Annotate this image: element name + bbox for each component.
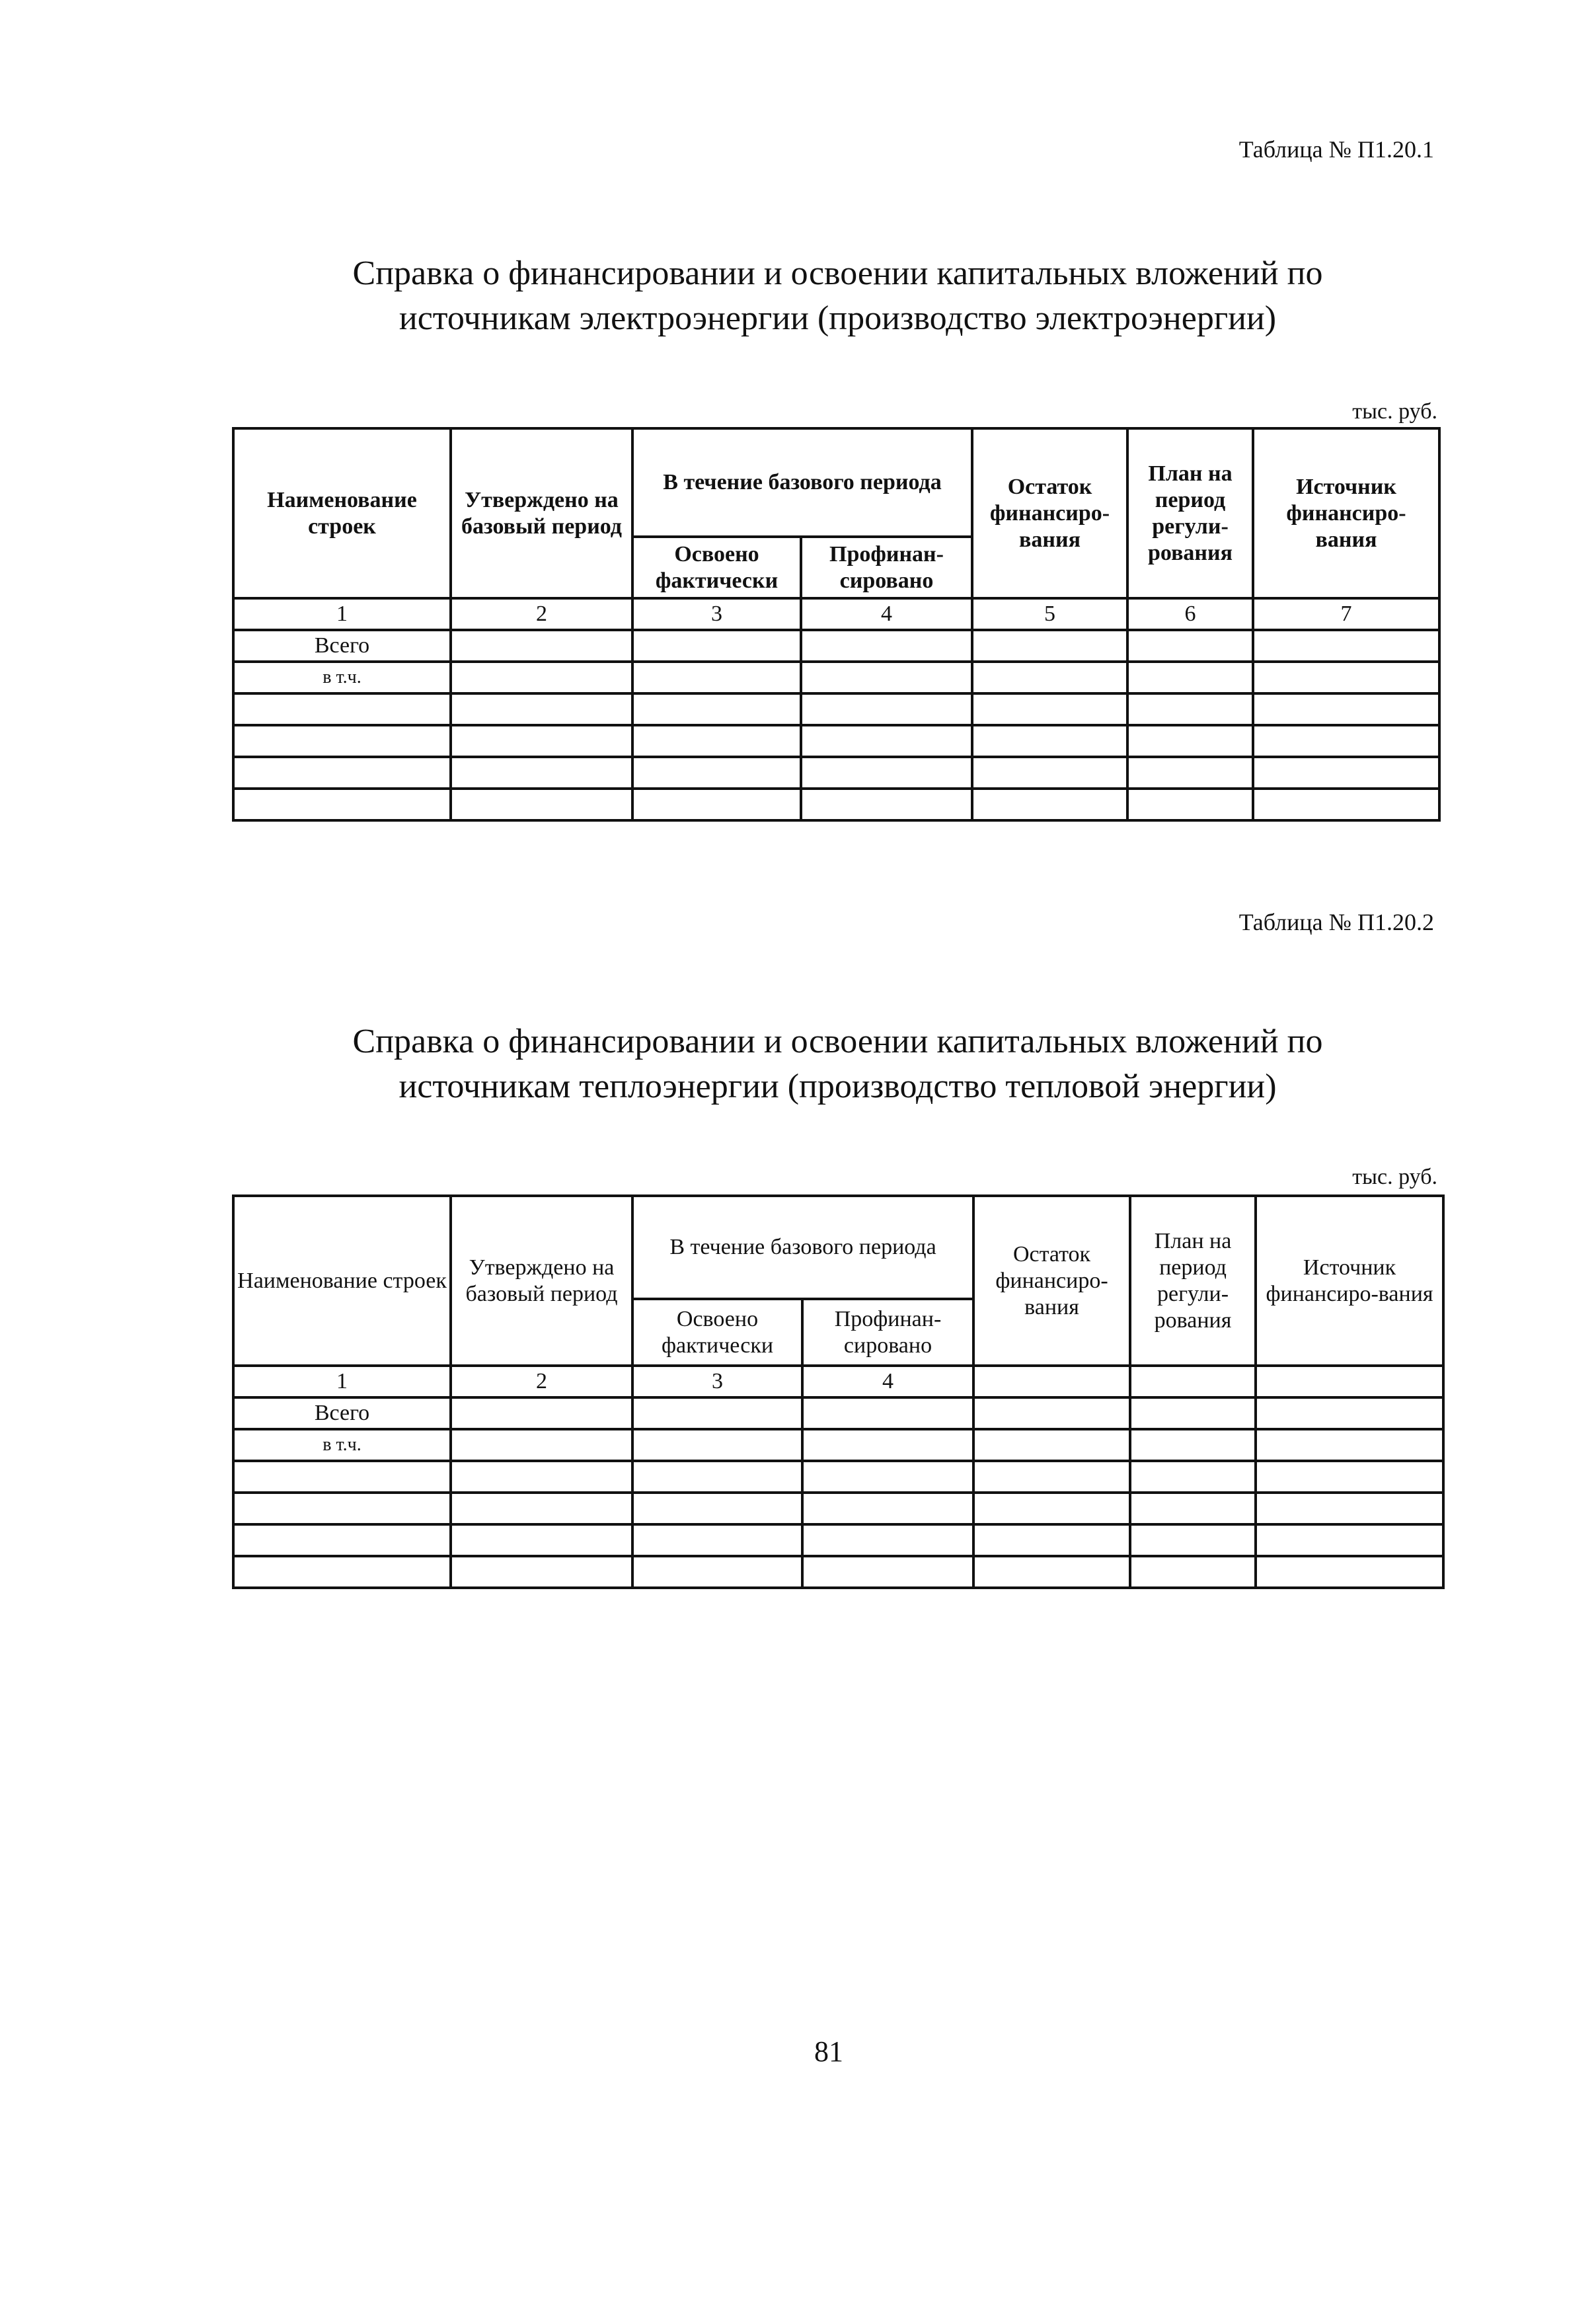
table-cell — [451, 1556, 632, 1588]
row-name-cell — [233, 1556, 451, 1588]
table-cell — [972, 789, 1127, 820]
table-cell — [973, 1429, 1130, 1461]
row-name-cell — [233, 757, 451, 789]
table-cell — [1253, 725, 1439, 757]
row-name-cell — [233, 693, 451, 725]
table-row — [233, 725, 1439, 757]
table-cell — [802, 1397, 973, 1429]
table-row — [233, 662, 1439, 693]
row-name-cell — [233, 1461, 451, 1493]
column-number — [1130, 1366, 1256, 1397]
table-2-title-line1: Справка о финансировании и освоении капитальных вложений по — [352, 1023, 1323, 1060]
table-cell — [972, 630, 1127, 662]
column-number — [973, 1366, 1130, 1397]
table-cell — [1127, 662, 1253, 693]
header-name: Наименование строек — [233, 428, 451, 598]
table-1 — [232, 427, 1441, 822]
table-cell — [1130, 1556, 1256, 1588]
table-cell — [972, 693, 1127, 725]
table-cell — [973, 1556, 1130, 1588]
table-1-title-line2: источникам электроэнергии (производство электроэнергии) — [399, 299, 1277, 337]
row-name-cell: в т.ч. — [233, 662, 451, 693]
table-cell — [802, 1493, 973, 1524]
table-cell — [973, 1524, 1130, 1556]
table-cell — [972, 757, 1127, 789]
table-row — [233, 757, 1439, 789]
table-cell — [632, 757, 801, 789]
table-cell — [1256, 1493, 1443, 1524]
table-cell — [1130, 1524, 1256, 1556]
table-cell — [451, 757, 632, 789]
table-cell — [1130, 1493, 1256, 1524]
table-cell — [972, 662, 1127, 693]
table-cell — [801, 693, 972, 725]
table-cell — [632, 1397, 802, 1429]
column-number: 4 — [802, 1366, 973, 1397]
table-row — [233, 1461, 1443, 1493]
table-cell — [1256, 1556, 1443, 1588]
header-remainder: Остаток финансиро-вания — [973, 1196, 1130, 1366]
table-cell — [1130, 1429, 1256, 1461]
table-cell — [1127, 630, 1253, 662]
row-name-cell — [233, 789, 451, 820]
table-cell — [1256, 1461, 1443, 1493]
table-cell — [451, 789, 632, 820]
table-2-label: Таблица № П1.20.2 — [1238, 909, 1434, 935]
table-cell — [801, 662, 972, 693]
table-cell — [632, 1524, 802, 1556]
table-cell — [1127, 693, 1253, 725]
column-number-row — [233, 598, 1439, 630]
table-cell — [632, 725, 801, 757]
table-cell — [451, 1461, 632, 1493]
table-row — [233, 1556, 1443, 1588]
table-cell — [451, 693, 632, 725]
table-cell — [451, 1524, 632, 1556]
header-source: Источник финансиро-вания — [1256, 1196, 1443, 1366]
table-cell — [451, 1397, 632, 1429]
table-2 — [232, 1194, 1445, 1589]
table-cell — [632, 1493, 802, 1524]
table-cell — [802, 1524, 973, 1556]
table-row — [233, 1493, 1443, 1524]
table-cell — [801, 630, 972, 662]
table-cell — [1253, 630, 1439, 662]
table-1-title-line1: Справка о финансировании и освоении капитальных вложений по — [352, 254, 1323, 292]
table-cell — [632, 630, 801, 662]
header-financed: Профинан-сировано — [802, 1299, 973, 1366]
row-name-cell — [233, 725, 451, 757]
table-cell — [451, 725, 632, 757]
header-approved: Утверждено на базовый период — [451, 1196, 632, 1366]
column-number: 3 — [632, 598, 801, 630]
table-1-unit: тыс. руб. — [1352, 399, 1437, 424]
table-cell — [451, 1429, 632, 1461]
header-mastered: Освоено фактически — [632, 537, 801, 598]
table-cell — [1127, 757, 1253, 789]
header-source: Источник финансиро-вания — [1253, 428, 1439, 598]
table-cell — [451, 630, 632, 662]
table-cell — [1256, 1524, 1443, 1556]
header-mastered: Освоено фактически — [632, 1299, 802, 1366]
header-during: В течение базового периода — [632, 1196, 973, 1299]
row-name-cell: Всего — [233, 630, 451, 662]
column-number-row — [233, 1366, 1443, 1397]
table-row — [233, 630, 1439, 662]
table-cell — [632, 1429, 802, 1461]
table-cell — [802, 1461, 973, 1493]
column-number: 7 — [1253, 598, 1439, 630]
row-name-cell: Всего — [233, 1397, 451, 1429]
table-cell — [1253, 789, 1439, 820]
table-cell — [632, 789, 801, 820]
table-2-title-line2: источникам теплоэнергии (производство тепловой энергии) — [399, 1068, 1277, 1105]
table-cell — [801, 789, 972, 820]
header-remainder: Остаток финансиро-вания — [972, 428, 1127, 598]
table-1-label: Таблица № П1.20.1 — [1238, 136, 1434, 163]
table-cell — [632, 1556, 802, 1588]
table-row — [233, 1397, 1443, 1429]
table-cell — [802, 1429, 973, 1461]
table-cell — [1253, 662, 1439, 693]
table-row — [233, 789, 1439, 820]
table-row — [233, 693, 1439, 725]
table-cell — [973, 1397, 1130, 1429]
table-row — [233, 1524, 1443, 1556]
header-plan: План на период регули-рования — [1130, 1196, 1256, 1366]
table-cell — [451, 1493, 632, 1524]
page-number: 81 — [814, 2035, 843, 2068]
header-during: В течение базового периода — [632, 428, 972, 537]
header-approved: Утверждено на базовый период — [451, 428, 632, 598]
column-number — [1256, 1366, 1443, 1397]
table-cell — [632, 693, 801, 725]
column-number: 6 — [1127, 598, 1253, 630]
table-cell — [973, 1461, 1130, 1493]
table-cell — [1130, 1461, 1256, 1493]
column-number: 2 — [451, 1366, 632, 1397]
column-number: 4 — [801, 598, 972, 630]
table-cell — [1253, 693, 1439, 725]
table-cell — [1127, 725, 1253, 757]
table-cell — [1256, 1397, 1443, 1429]
header-plan: План на период регули-рования — [1127, 428, 1253, 598]
table-cell — [451, 662, 632, 693]
column-number: 5 — [972, 598, 1127, 630]
column-number: 3 — [632, 1366, 802, 1397]
table-cell — [1130, 1397, 1256, 1429]
table-cell — [802, 1556, 973, 1588]
header-financed: Профинан-сировано — [801, 537, 972, 598]
table-cell — [1253, 757, 1439, 789]
table-cell — [801, 725, 972, 757]
column-number: 2 — [451, 598, 632, 630]
row-name-cell — [233, 1493, 451, 1524]
table-row — [233, 1429, 1443, 1461]
table-cell — [632, 662, 801, 693]
column-number: 1 — [233, 1366, 451, 1397]
row-name-cell: в т.ч. — [233, 1429, 451, 1461]
row-name-cell — [233, 1524, 451, 1556]
table-cell — [801, 757, 972, 789]
table-cell — [1256, 1429, 1443, 1461]
header-name: Наименование строек — [233, 1196, 451, 1366]
table-2-unit: тыс. руб. — [1352, 1165, 1437, 1189]
table-cell — [973, 1493, 1130, 1524]
table-cell — [632, 1461, 802, 1493]
column-number: 1 — [233, 598, 451, 630]
table-cell — [972, 725, 1127, 757]
table-cell — [1127, 789, 1253, 820]
